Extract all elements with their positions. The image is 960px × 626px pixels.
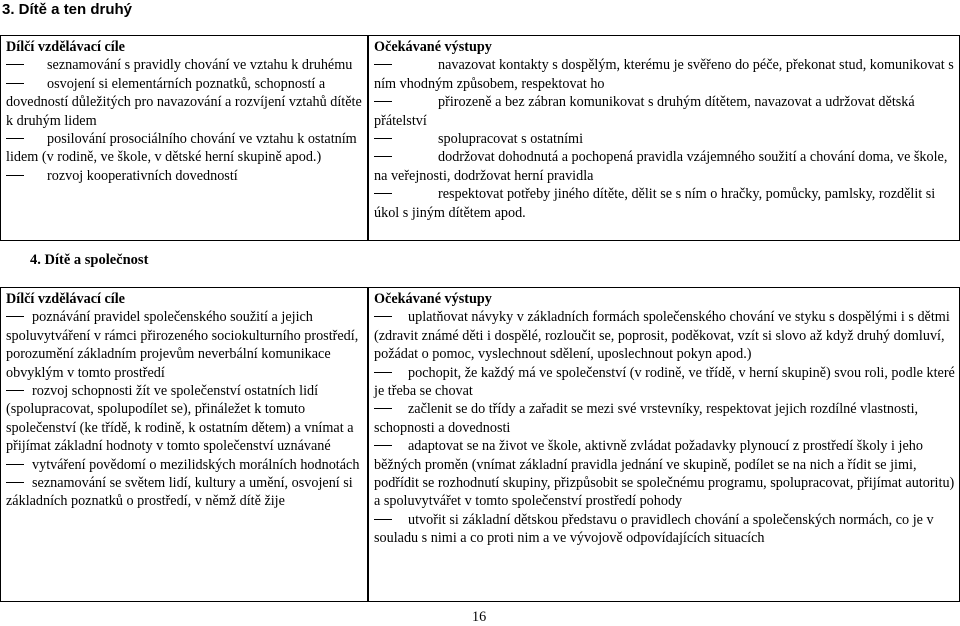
list-item [374,308,955,363]
list-item [374,56,955,93]
dash-bullet-icon [374,64,392,65]
list-item-text: osvojení si elementárních poznatků, schopností a dovedností důležitých pro navazování a rozvíjení vztahů dítěte k druhým lidem [6,75,362,129]
list-item-text: vytváření povědomí o mezilidských morálních hodnotách [32,456,360,473]
dash-bullet-icon [6,390,24,391]
list-item-text: začlenit se do třídy a zařadit se mezi své vrstevníky, respektovat jejich rozdílné vlastnosti, schopnosti a dovednosti [374,401,919,436]
list-item-text: poznávání pravidel společenského soužití a jejich spoluvytváření v rámci přirozeného sociokulturního prostředí, porozumění základním projevům neverbální komunikace obvyklým v tomto prostředí [6,309,359,381]
dash-bullet-icon [374,372,392,373]
list-item-text: rozvoj schopnosti žít ve společenství ostatních lidí (spolupracovat, spolupodílet se), přináležet k tomuto společenství (ke třídě, k rodině, k ostatním dětem) a vnímat a přijímat základní hodnoty v tomto společenství uznávané [6,383,354,455]
list-item [6,130,363,167]
list-item [6,456,363,474]
dash-bullet-icon [6,482,24,483]
section-4-goals-box [0,287,368,602]
list-item-text: seznamování s pravidly chování ve vztahu k druhému [47,57,353,74]
list-item [6,56,363,74]
section-4-goals-title: Dílčí vzdělávací cíle [6,291,125,307]
list-item [374,148,955,185]
section-4-outcomes-box [368,287,960,602]
dash-bullet-icon [6,138,24,139]
list-item [6,474,363,511]
dash-bullet-icon [374,101,392,102]
section-3-goals-list [6,56,363,185]
list-item-text: pochopit, že každý má ve společenství (v rodině, ve třídě, v herní skupině) svou roli, podle které je třeba se chovat [374,364,955,400]
list-item [374,93,955,130]
list-item-text: utvořit si základní dětskou představu o pravidlech chování a společenských normách, co je v souladu s nimi a co proti nim a ve vývojově odpovídajících situacích [374,511,934,547]
list-item [374,437,955,511]
list-item-text: uplatňovat návyky v základních formách společenského chování ve styku s dospělými i s dětmi (zdravit známé děti i dospělé, rozloučit se, poprosit, poděkovat, vzít si slovo až když druhý domluví, požádat o pomoc, vyslechnout sdělení, uposlechnout pokyn apod.) [374,309,950,363]
list-item-text: adaptovat se na život ve škole, aktivně zvládat požadavky plynoucí z prostředí školy i jeho běžných proměn (vnímat základní pravidla jednání ve skupině, podílet se na nich a řídit se jimi, podřídit se rozhodnutí skupiny, přizpůsobit se společnému programu, spolupracovat, přijímat autoritu) a spoluvytvářet v tomto společenství prostředí pohody [374,438,955,510]
list-item-text: navazovat kontakty s dospělým, kterému je svěřeno do péče, překonat stud, komunikovat s ním vhodným způsobem, respektovat ho [374,57,954,92]
list-item [6,167,363,185]
section-3-goals-title: Dílčí vzdělávací cíle [6,39,125,55]
section-3-goals-box [0,35,368,241]
dash-bullet-icon [374,519,392,520]
section-3-heading: 3. Dítě a ten druhý [2,1,133,18]
section-4-heading: 4. Dítě a společnost [30,252,149,268]
dash-bullet-icon [374,316,392,317]
list-item [6,308,363,382]
list-item-text: rozvoj kooperativních dovedností [47,167,238,184]
dash-bullet-icon [374,193,392,194]
dash-bullet-icon [374,138,392,139]
list-item [374,400,955,437]
list-item-text: respektovat potřeby jiného dítěte, dělit se s ním o hračky, pomůcky, pamlsky, rozdělit si úkol s jiným dítětem apod. [374,186,936,221]
section-4-outcomes-title: Očekávané výstupy [374,291,492,307]
dash-bullet-icon [6,464,24,465]
dash-bullet-icon [6,83,24,84]
list-item [374,364,955,401]
section-3-outcomes-box [368,35,960,241]
dash-bullet-icon [374,445,392,446]
list-item-text: spolupracovat s ostatními [438,131,584,148]
list-item [6,75,363,130]
dash-bullet-icon [6,316,24,317]
section-4-goals-list [6,308,363,510]
list-item [374,130,955,148]
list-item [374,185,955,222]
section-3-outcomes-list [374,56,955,222]
list-item-text: přirozeně a bez zábran komunikovat s druhým dítětem, navazovat a udržovat dětská přátelství [374,94,915,129]
list-item-text: posilování prosociálního chování ve vztahu k ostatním lidem (v rodině, ve škole, v dětské herní skupině apod.) [6,131,357,166]
list-item-text: dodržovat dohodnutá a pochopená pravidla vzájemného soužití a chování doma, ve škole, na veřejnosti, dodržovat herní pravidla [374,149,948,184]
dash-bullet-icon [6,64,24,65]
list-item [374,511,955,548]
list-item [6,382,363,456]
list-item-text: seznamování se světem lidí, kultury a umění, osvojení si základních poznatků o prostředí, v němž dítě žije [6,475,353,510]
section-3-outcomes-title: Očekávané výstupy [374,39,492,55]
dash-bullet-icon [6,175,24,176]
section-4-outcomes-list [374,308,955,547]
dash-bullet-icon [374,408,392,409]
dash-bullet-icon [374,156,392,157]
page-number: 16 [472,609,487,625]
